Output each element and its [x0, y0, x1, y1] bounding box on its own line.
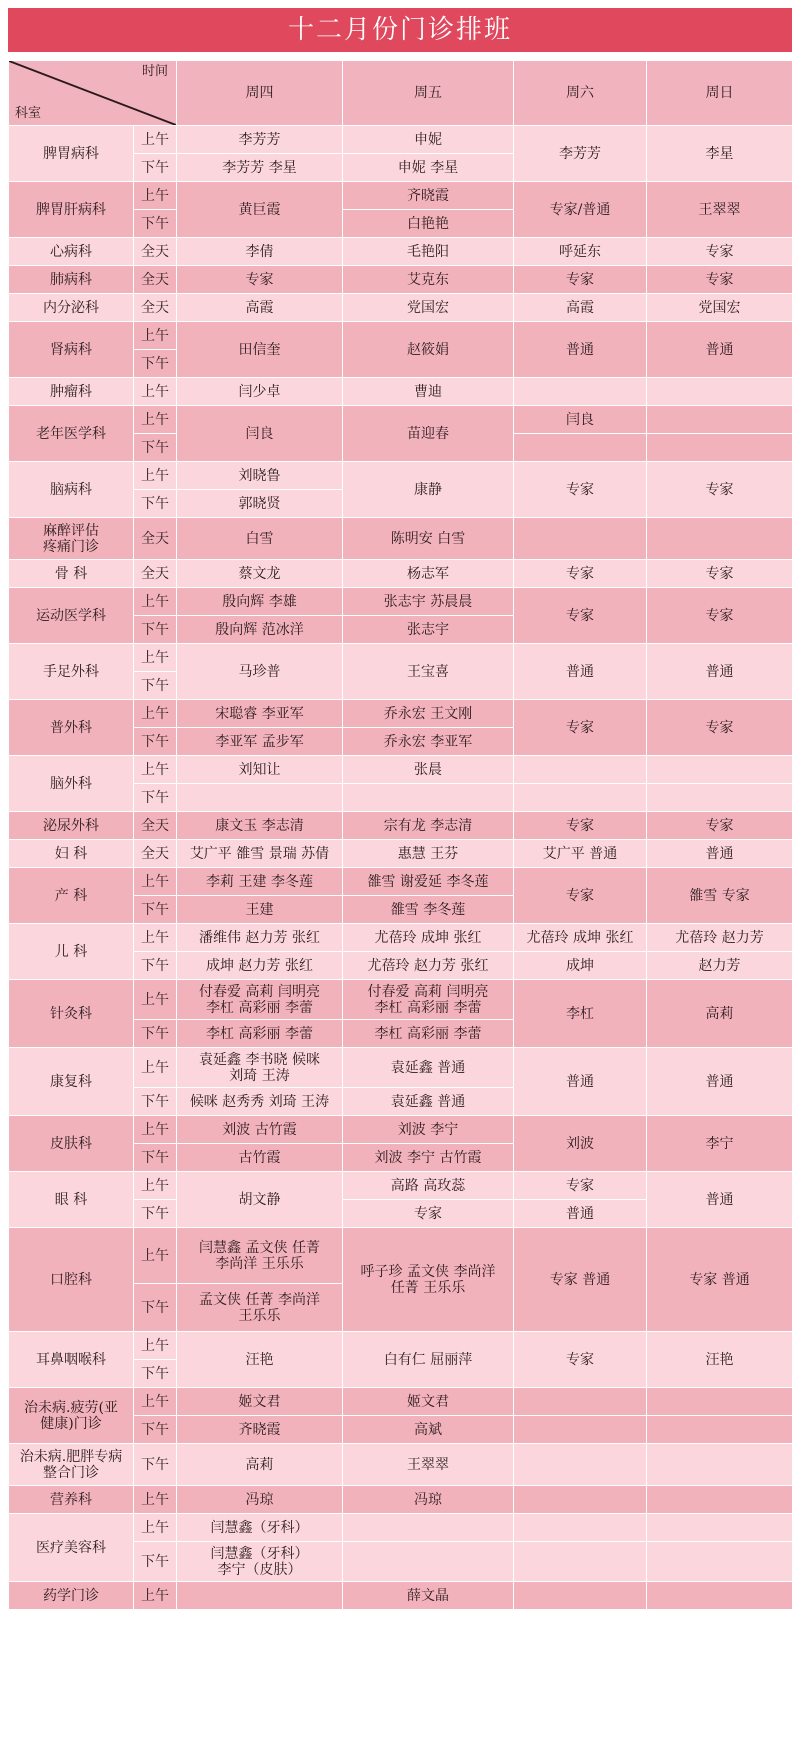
department-cell: 医疗美容科	[9, 1514, 134, 1582]
time-slot-cell: 下午	[134, 728, 177, 756]
schedule-row	[9, 980, 793, 1020]
schedule-row	[9, 294, 793, 322]
doctor-cell-sat: 专家	[514, 700, 647, 756]
schedule-row	[9, 1172, 793, 1200]
doctor-cell-thu: 胡文静	[177, 1172, 343, 1228]
doctor-cell-sun: 专家	[647, 462, 793, 518]
schedule-row	[9, 266, 793, 294]
time-slot-cell: 下午	[134, 490, 177, 518]
doctor-cell-fri: 康静	[343, 462, 514, 518]
doctor-cell-sun	[647, 406, 793, 434]
doctor-cell-sat: 闫良	[514, 406, 647, 434]
time-slot-cell: 上午	[134, 1332, 177, 1360]
time-slot-cell: 全天	[134, 266, 177, 294]
doctor-cell-sat: 专家	[514, 588, 647, 644]
time-slot-cell: 全天	[134, 560, 177, 588]
doctor-cell-sun	[647, 518, 793, 560]
doctor-cell-fri: 乔永宏 王文刚	[343, 700, 514, 728]
doctor-cell-thu: 齐晓霞	[177, 1416, 343, 1444]
doctor-cell-sat	[514, 434, 647, 462]
department-cell: 儿 科	[9, 924, 134, 980]
time-slot-cell: 下午	[134, 1144, 177, 1172]
time-slot-cell: 上午	[134, 322, 177, 350]
header-row	[9, 61, 793, 126]
doctor-cell-thu: 宋聪睿 李亚军	[177, 700, 343, 728]
doctor-cell-sun: 普通	[647, 840, 793, 868]
doctor-cell-sun	[647, 1486, 793, 1514]
time-slot-cell: 上午	[134, 924, 177, 952]
doctor-cell-sat	[514, 518, 647, 560]
time-slot-cell: 下午	[134, 1284, 177, 1332]
time-slot-cell: 上午	[134, 980, 177, 1020]
department-cell: 针灸科	[9, 980, 134, 1048]
doctor-cell-sun	[647, 1388, 793, 1416]
department-cell: 脾胃肝病科	[9, 182, 134, 238]
doctor-cell-thu: 古竹霞	[177, 1144, 343, 1172]
schedule-row	[9, 588, 793, 616]
doctor-cell-thu: 李杠 高彩丽 李蕾	[177, 1020, 343, 1048]
doctor-cell-sun: 党国宏	[647, 294, 793, 322]
schedule-row	[9, 182, 793, 210]
time-slot-cell: 上午	[134, 1172, 177, 1200]
doctor-cell-fri: 袁延鑫 普通	[343, 1088, 514, 1116]
doctor-cell-sat: 艾广平 普通	[514, 840, 647, 868]
doctor-cell-fri: 张志宇 苏晨晨	[343, 588, 514, 616]
schedule-row	[9, 378, 793, 406]
doctor-cell-sat	[514, 1542, 647, 1582]
doctor-cell-fri	[343, 1542, 514, 1582]
doctor-cell-sat	[514, 1582, 647, 1610]
doctor-cell-fri: 高斌	[343, 1416, 514, 1444]
doctor-cell-sun: 雒雪 专家	[647, 868, 793, 924]
time-slot-cell: 全天	[134, 294, 177, 322]
doctor-cell-fri: 齐晓霞	[343, 182, 514, 210]
doctor-cell-sun: 尤蓓玲 赵力芳	[647, 924, 793, 952]
schedule-row	[9, 1332, 793, 1360]
doctor-cell-thu: 付春爱 高莉 闫明亮 李杠 高彩丽 李蕾	[177, 980, 343, 1020]
doctor-cell-fri: 薛文晶	[343, 1582, 514, 1610]
time-slot-cell: 全天	[134, 812, 177, 840]
doctor-cell-fri: 姬文君	[343, 1388, 514, 1416]
time-slot-cell: 上午	[134, 378, 177, 406]
schedule-row	[9, 1388, 793, 1416]
schedule-table	[8, 60, 793, 1610]
time-slot-cell: 下午	[134, 1416, 177, 1444]
time-slot-cell: 下午	[134, 1020, 177, 1048]
department-cell: 产 科	[9, 868, 134, 924]
doctor-cell-thu: 冯琼	[177, 1486, 343, 1514]
schedule-row	[9, 322, 793, 350]
department-cell: 普外科	[9, 700, 134, 756]
doctor-cell-thu: 李莉 王建 李冬莲	[177, 868, 343, 896]
doctor-cell-fri: 雒雪 谢爱延 李冬莲	[343, 868, 514, 896]
doctor-cell-thu: 汪艳	[177, 1332, 343, 1388]
doctor-cell-thu: 康文玉 李志清	[177, 812, 343, 840]
header-day: 周六	[514, 61, 647, 126]
doctor-cell-thu: 刘波 古竹霞	[177, 1116, 343, 1144]
doctor-cell-fri: 毛艳阳	[343, 238, 514, 266]
schedule-row	[9, 1048, 793, 1088]
department-cell: 麻醉评估 疼痛门诊	[9, 518, 134, 560]
department-cell: 运动医学科	[9, 588, 134, 644]
doctor-cell-fri: 高路 高玫蕊	[343, 1172, 514, 1200]
time-slot-cell: 下午	[134, 1200, 177, 1228]
doctor-cell-fri: 杨志军	[343, 560, 514, 588]
time-slot-cell: 下午	[134, 154, 177, 182]
doctor-cell-sun: 李宁	[647, 1116, 793, 1172]
doctor-cell-sun: 专家	[647, 560, 793, 588]
doctor-cell-thu: 闫良	[177, 406, 343, 462]
doctor-cell-sat: 专家	[514, 868, 647, 924]
doctor-cell-thu: 闫慧鑫（牙科） 李宁（皮肤）	[177, 1542, 343, 1582]
doctor-cell-sat: 呼延东	[514, 238, 647, 266]
doctor-cell-thu: 姬文君	[177, 1388, 343, 1416]
doctor-cell-fri: 赵筱娟	[343, 322, 514, 378]
doctor-cell-sun	[647, 1542, 793, 1582]
doctor-cell-fri: 白有仁 屈丽萍	[343, 1332, 514, 1388]
doctor-cell-sat: 尤蓓玲 成坤 张红	[514, 924, 647, 952]
time-slot-cell: 上午	[134, 406, 177, 434]
doctor-cell-sat: 普通	[514, 1048, 647, 1116]
time-slot-cell: 上午	[134, 462, 177, 490]
time-slot-cell: 下午	[134, 1542, 177, 1582]
doctor-cell-sun	[647, 756, 793, 784]
time-slot-cell: 上午	[134, 126, 177, 154]
doctor-cell-thu: 李芳芳 李星	[177, 154, 343, 182]
doctor-cell-fri: 白艳艳	[343, 210, 514, 238]
doctor-cell-thu: 李亚军 孟步军	[177, 728, 343, 756]
department-cell: 药学门诊	[9, 1582, 134, 1610]
schedule-row	[9, 868, 793, 896]
schedule-row	[9, 406, 793, 434]
doctor-cell-sun: 高莉	[647, 980, 793, 1048]
time-slot-cell: 上午	[134, 1514, 177, 1542]
time-slot-cell: 下午	[134, 1360, 177, 1388]
header-time-label: 时间	[141, 64, 168, 79]
doctor-cell-sun: 专家	[647, 266, 793, 294]
time-slot-cell: 上午	[134, 1116, 177, 1144]
schedule-row	[9, 1486, 793, 1514]
header-day: 周五	[343, 61, 514, 126]
doctor-cell-sat: 成坤	[514, 952, 647, 980]
time-slot-cell: 全天	[134, 518, 177, 560]
doctor-cell-thu: 黄巨霞	[177, 182, 343, 238]
doctor-cell-sat: 普通	[514, 644, 647, 700]
department-cell: 骨 科	[9, 560, 134, 588]
doctor-cell-sat: 李杠	[514, 980, 647, 1048]
doctor-cell-sun	[647, 1582, 793, 1610]
doctor-cell-thu: 候咪 赵秀秀 刘琦 王涛	[177, 1088, 343, 1116]
doctor-cell-fri: 申妮	[343, 126, 514, 154]
schedule-row	[9, 238, 793, 266]
doctor-cell-fri: 呼子珍 孟文侠 李尚洋 任菁 王乐乐	[343, 1228, 514, 1332]
doctor-cell-thu: 郭晓贤	[177, 490, 343, 518]
time-slot-cell: 全天	[134, 238, 177, 266]
department-cell: 康复科	[9, 1048, 134, 1116]
doctor-cell-sun: 赵力芳	[647, 952, 793, 980]
schedule-row	[9, 812, 793, 840]
doctor-cell-fri: 王翠翠	[343, 1444, 514, 1486]
doctor-cell-thu: 艾广平 雒雪 景瑞 苏倩	[177, 840, 343, 868]
doctor-cell-sun	[647, 784, 793, 812]
time-slot-cell: 下午	[134, 952, 177, 980]
time-slot-cell: 上午	[134, 1048, 177, 1088]
doctor-cell-sun	[647, 434, 793, 462]
doctor-cell-sat	[514, 1388, 647, 1416]
doctor-cell-sat: 李芳芳	[514, 126, 647, 182]
doctor-cell-sat: 专家/普通	[514, 182, 647, 238]
header-day: 周日	[647, 61, 793, 126]
doctor-cell-sun: 专家	[647, 700, 793, 756]
doctor-cell-thu: 蔡文龙	[177, 560, 343, 588]
schedule-row	[9, 518, 793, 560]
doctor-cell-sat	[514, 784, 647, 812]
doctor-cell-sat: 高霞	[514, 294, 647, 322]
doctor-cell-sun: 王翠翠	[647, 182, 793, 238]
doctor-cell-thu: 闫少卓	[177, 378, 343, 406]
header-day: 周四	[177, 61, 343, 126]
schedule-row	[9, 462, 793, 490]
time-slot-cell: 上午	[134, 756, 177, 784]
doctor-cell-sun: 专家	[647, 238, 793, 266]
doctor-cell-thu: 高莉	[177, 1444, 343, 1486]
doctor-cell-sat	[514, 378, 647, 406]
schedule-body	[9, 126, 793, 1610]
doctor-cell-fri	[343, 1514, 514, 1542]
department-cell: 口腔科	[9, 1228, 134, 1332]
doctor-cell-sat: 专家 普通	[514, 1228, 647, 1332]
doctor-cell-sun: 专家	[647, 588, 793, 644]
department-cell: 脑病科	[9, 462, 134, 518]
doctor-cell-thu: 刘晓鲁	[177, 462, 343, 490]
doctor-cell-fri: 苗迎春	[343, 406, 514, 462]
doctor-cell-fri: 陈明安 白雪	[343, 518, 514, 560]
schedule-row	[9, 756, 793, 784]
doctor-cell-sat: 专家	[514, 266, 647, 294]
doctor-cell-sun: 专家	[647, 812, 793, 840]
doctor-cell-sat: 专家	[514, 462, 647, 518]
time-slot-cell: 上午	[134, 1388, 177, 1416]
doctor-cell-sun: 普通	[647, 1172, 793, 1228]
doctor-cell-fri: 乔永宏 李亚军	[343, 728, 514, 756]
doctor-cell-sat: 专家	[514, 1172, 647, 1200]
schedule-row	[9, 1514, 793, 1542]
doctor-cell-fri: 张晨	[343, 756, 514, 784]
doctor-cell-fri: 惠慧 王芬	[343, 840, 514, 868]
schedule-row	[9, 1116, 793, 1144]
schedule-row	[9, 700, 793, 728]
doctor-cell-thu: 白雪	[177, 518, 343, 560]
department-cell: 治未病.疲劳(亚 健康)门诊	[9, 1388, 134, 1444]
doctor-cell-fri: 张志宇	[343, 616, 514, 644]
doctor-cell-fri: 李杠 高彩丽 李蕾	[343, 1020, 514, 1048]
time-slot-cell: 下午	[134, 672, 177, 700]
doctor-cell-sat: 专家	[514, 1332, 647, 1388]
time-slot-cell: 下午	[134, 1444, 177, 1486]
doctor-cell-thu: 成坤 赵力芳 张红	[177, 952, 343, 980]
doctor-cell-fri: 尤蓓玲 成坤 张红	[343, 924, 514, 952]
time-slot-cell: 上午	[134, 1582, 177, 1610]
doctor-cell-thu: 李芳芳	[177, 126, 343, 154]
schedule-row	[9, 560, 793, 588]
doctor-cell-sat: 专家	[514, 560, 647, 588]
time-slot-cell: 上午	[134, 182, 177, 210]
doctor-cell-fri: 刘波 李宁	[343, 1116, 514, 1144]
department-cell: 肾病科	[9, 322, 134, 378]
department-cell: 内分泌科	[9, 294, 134, 322]
schedule-sheet	[8, 8, 792, 1610]
doctor-cell-sat	[514, 1486, 647, 1514]
doctor-cell-sun: 普通	[647, 644, 793, 700]
department-cell: 皮肤科	[9, 1116, 134, 1172]
schedule-row	[9, 1444, 793, 1486]
time-slot-cell: 上午	[134, 1486, 177, 1514]
doctor-cell-thu: 刘知让	[177, 756, 343, 784]
doctor-cell-fri	[343, 784, 514, 812]
department-cell: 脾胃病科	[9, 126, 134, 182]
department-cell: 眼 科	[9, 1172, 134, 1228]
schedule-row	[9, 1582, 793, 1610]
time-slot-cell: 下午	[134, 210, 177, 238]
doctor-cell-thu: 殷向辉 范冰洋	[177, 616, 343, 644]
schedule-row	[9, 1228, 793, 1284]
doctor-cell-fri: 尤蓓玲 赵力芳 张红	[343, 952, 514, 980]
doctor-cell-fri: 雒雪 李冬莲	[343, 896, 514, 924]
doctor-cell-sun: 李星	[647, 126, 793, 182]
doctor-cell-fri: 申妮 李星	[343, 154, 514, 182]
doctor-cell-fri: 曹迪	[343, 378, 514, 406]
doctor-cell-sat: 普通	[514, 322, 647, 378]
time-slot-cell: 上午	[134, 588, 177, 616]
time-slot-cell: 上午	[134, 1228, 177, 1284]
department-cell: 脑外科	[9, 756, 134, 812]
department-cell: 妇 科	[9, 840, 134, 868]
schedule-row	[9, 644, 793, 672]
page-title: 十二月份门诊排班	[8, 8, 792, 52]
schedule-row	[9, 924, 793, 952]
doctor-cell-sun	[647, 1444, 793, 1486]
doctor-cell-sun: 专家 普通	[647, 1228, 793, 1332]
time-slot-cell: 下午	[134, 1088, 177, 1116]
department-cell: 手足外科	[9, 644, 134, 700]
doctor-cell-sun: 普通	[647, 1048, 793, 1116]
doctor-cell-fri: 付春爱 高莉 闫明亮 李杠 高彩丽 李蕾	[343, 980, 514, 1020]
doctor-cell-fri: 专家	[343, 1200, 514, 1228]
doctor-cell-thu: 潘维伟 赵力芳 张红	[177, 924, 343, 952]
doctor-cell-fri: 刘波 李宁 古竹霞	[343, 1144, 514, 1172]
doctor-cell-thu: 马珍普	[177, 644, 343, 700]
doctor-cell-thu: 高霞	[177, 294, 343, 322]
doctor-cell-thu: 孟文侠 任菁 李尚洋 王乐乐	[177, 1284, 343, 1332]
time-slot-cell: 下午	[134, 896, 177, 924]
doctor-cell-sun	[647, 378, 793, 406]
department-cell: 老年医学科	[9, 406, 134, 462]
header-dept-label: 科室	[15, 106, 42, 121]
department-cell: 治未病.肥胖专病 整合门诊	[9, 1444, 134, 1486]
doctor-cell-sun	[647, 1514, 793, 1542]
doctor-cell-sun: 普通	[647, 322, 793, 378]
doctor-cell-sat: 专家	[514, 812, 647, 840]
doctor-cell-sat: 刘波	[514, 1116, 647, 1172]
doctor-cell-fri: 宗有龙 李志清	[343, 812, 514, 840]
time-slot-cell: 全天	[134, 840, 177, 868]
department-cell: 肿瘤科	[9, 378, 134, 406]
doctor-cell-thu: 专家	[177, 266, 343, 294]
time-slot-cell: 下午	[134, 616, 177, 644]
time-slot-cell: 上午	[134, 644, 177, 672]
doctor-cell-sat	[514, 1416, 647, 1444]
doctor-cell-sat	[514, 756, 647, 784]
department-cell: 心病科	[9, 238, 134, 266]
time-slot-cell: 上午	[134, 868, 177, 896]
time-slot-cell: 下午	[134, 350, 177, 378]
schedule-row	[9, 840, 793, 868]
time-slot-cell: 下午	[134, 784, 177, 812]
doctor-cell-thu: 殷向辉 李雄	[177, 588, 343, 616]
schedule-row	[9, 126, 793, 154]
doctor-cell-sun: 汪艳	[647, 1332, 793, 1388]
time-slot-cell: 下午	[134, 434, 177, 462]
doctor-cell-fri: 王宝喜	[343, 644, 514, 700]
doctor-cell-fri: 冯琼	[343, 1486, 514, 1514]
doctor-cell-thu: 闫慧鑫 孟文侠 任菁 李尚洋 王乐乐	[177, 1228, 343, 1284]
doctor-cell-thu	[177, 1582, 343, 1610]
doctor-cell-sat: 普通	[514, 1200, 647, 1228]
doctor-cell-thu	[177, 784, 343, 812]
doctor-cell-fri: 袁延鑫 普通	[343, 1048, 514, 1088]
doctor-cell-thu: 闫慧鑫（牙科）	[177, 1514, 343, 1542]
doctor-cell-thu: 李倩	[177, 238, 343, 266]
doctor-cell-thu: 袁延鑫 李书晓 候咪 刘琦 王涛	[177, 1048, 343, 1088]
department-cell: 泌尿外科	[9, 812, 134, 840]
department-cell: 耳鼻咽喉科	[9, 1332, 134, 1388]
doctor-cell-sun	[647, 1416, 793, 1444]
doctor-cell-thu: 王建	[177, 896, 343, 924]
doctor-cell-sat	[514, 1514, 647, 1542]
time-slot-cell: 上午	[134, 700, 177, 728]
header-dept-time	[9, 61, 177, 126]
department-cell: 营养科	[9, 1486, 134, 1514]
doctor-cell-fri: 艾克东	[343, 266, 514, 294]
department-cell: 肺病科	[9, 266, 134, 294]
doctor-cell-fri: 党国宏	[343, 294, 514, 322]
doctor-cell-thu: 田信奎	[177, 322, 343, 378]
doctor-cell-sat	[514, 1444, 647, 1486]
